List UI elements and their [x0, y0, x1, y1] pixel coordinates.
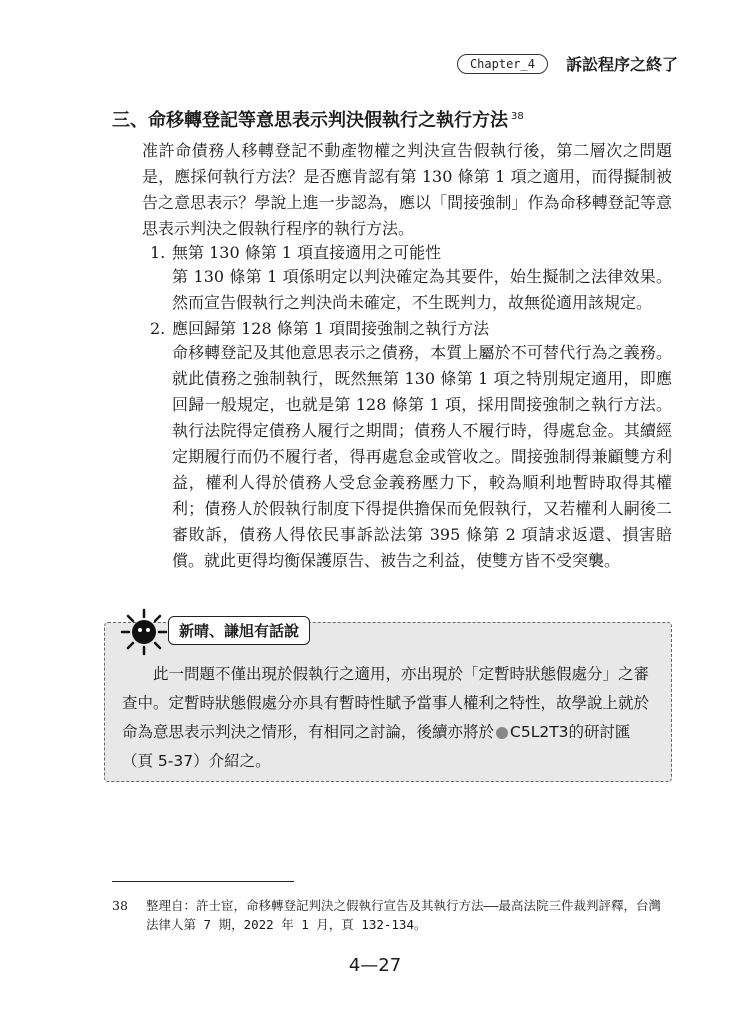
note-text-end: 的研討匯（頁 5-37）介紹之。: [122, 723, 631, 770]
section-heading: [112, 106, 672, 132]
item-1-title: [150, 240, 670, 266]
note-code: C5L2T3: [510, 723, 569, 741]
item-2-title: [150, 316, 670, 342]
footnote-number: 38: [112, 898, 128, 913]
note-text: [122, 660, 652, 776]
running-header: [457, 52, 678, 75]
note-label: 新晴、謙旭有話說: [168, 616, 310, 645]
chapter-label: Chapter_4: [457, 54, 548, 74]
page-number: 4—27: [348, 955, 402, 976]
item-1-body: 第 130 條第 1 項係明定以判決確定為其要件，始生擬制之法律效果。然而宣告假執行之判決尚未確定，不生既判力，故無從適用該規定。: [172, 267, 672, 312]
footnote-ref: 38: [511, 111, 524, 122]
item-2-body: 命移轉登記及其他意思表示之債務，本質上屬於不可替代行為之義務。就此債務之強制執行，既然無第 130 條第 1 項之特別規定適用，即應回歸一般規定，也就是第 128 條第 1 項，採用間接強制之執行方法。執行法院得定債務人履行之期間；債務人不履行時，得處怠金。其續經定期履行而仍不履行者，得再處怠金或管收之。間接強制得兼顧雙方利益，權利人得於債務人受怠金義務壓力下，較為順利地暫時取得其權利；債務人於假執行制度下得提供擔保而免假執行，又若權利人嗣後二審敗訴，債務人得依民事訴訟法第 395 條第 2 項請求返還、損害賠償。就此更得均衡保護原告、被告之利益，使雙方皆不受突襲。: [172, 343, 672, 570]
footnote-divider: [112, 881, 294, 882]
footnote: [112, 896, 672, 934]
disc-icon: [496, 727, 508, 739]
sun-face-icon: [120, 608, 168, 656]
item-2-number: 2.: [150, 319, 166, 338]
chapter-title: 訴訟程序之終了: [565, 55, 678, 74]
footnote-text: 整理自：許士宦，命移轉登記判決之假執行宣告及其執行方法——最高法院三件裁判評釋，台灣法律人第 7 期，2022 年 1 月，頁 132-134。: [146, 898, 662, 932]
item-1-title-text: 無第 130 條第 1 項直接適用之可能性: [172, 243, 442, 262]
item-1-number: 1.: [150, 243, 166, 262]
note-text-main: 此一問題不僅出現於假執行之適用，亦出現於「定暫時狀態假處分」之審查中。定暫時狀態假處分亦具有暫時性賦予當事人權利之特性，故學說上就於命為意思表示判決之情形，有相同之討論，後續亦將於: [122, 665, 650, 741]
section-heading-text: 三、命移轉登記等意思表示判決假執行之執行方法: [112, 110, 508, 131]
item-2-title-text: 應回歸第 128 條第 1 項間接強制之執行方法: [172, 319, 490, 338]
section-intro: 准許命債務人移轉登記不動產物權之判決宣告假執行後，第二層次之問題是，應採何執行方法？是否應肯認有第 130 條第 1 項之適用，而得擬制被告之意思表示？學說上進一步認為，應以「間接強制」作為命移轉登記等意思表示判決之假執行程序的執行方法。: [142, 141, 672, 238]
